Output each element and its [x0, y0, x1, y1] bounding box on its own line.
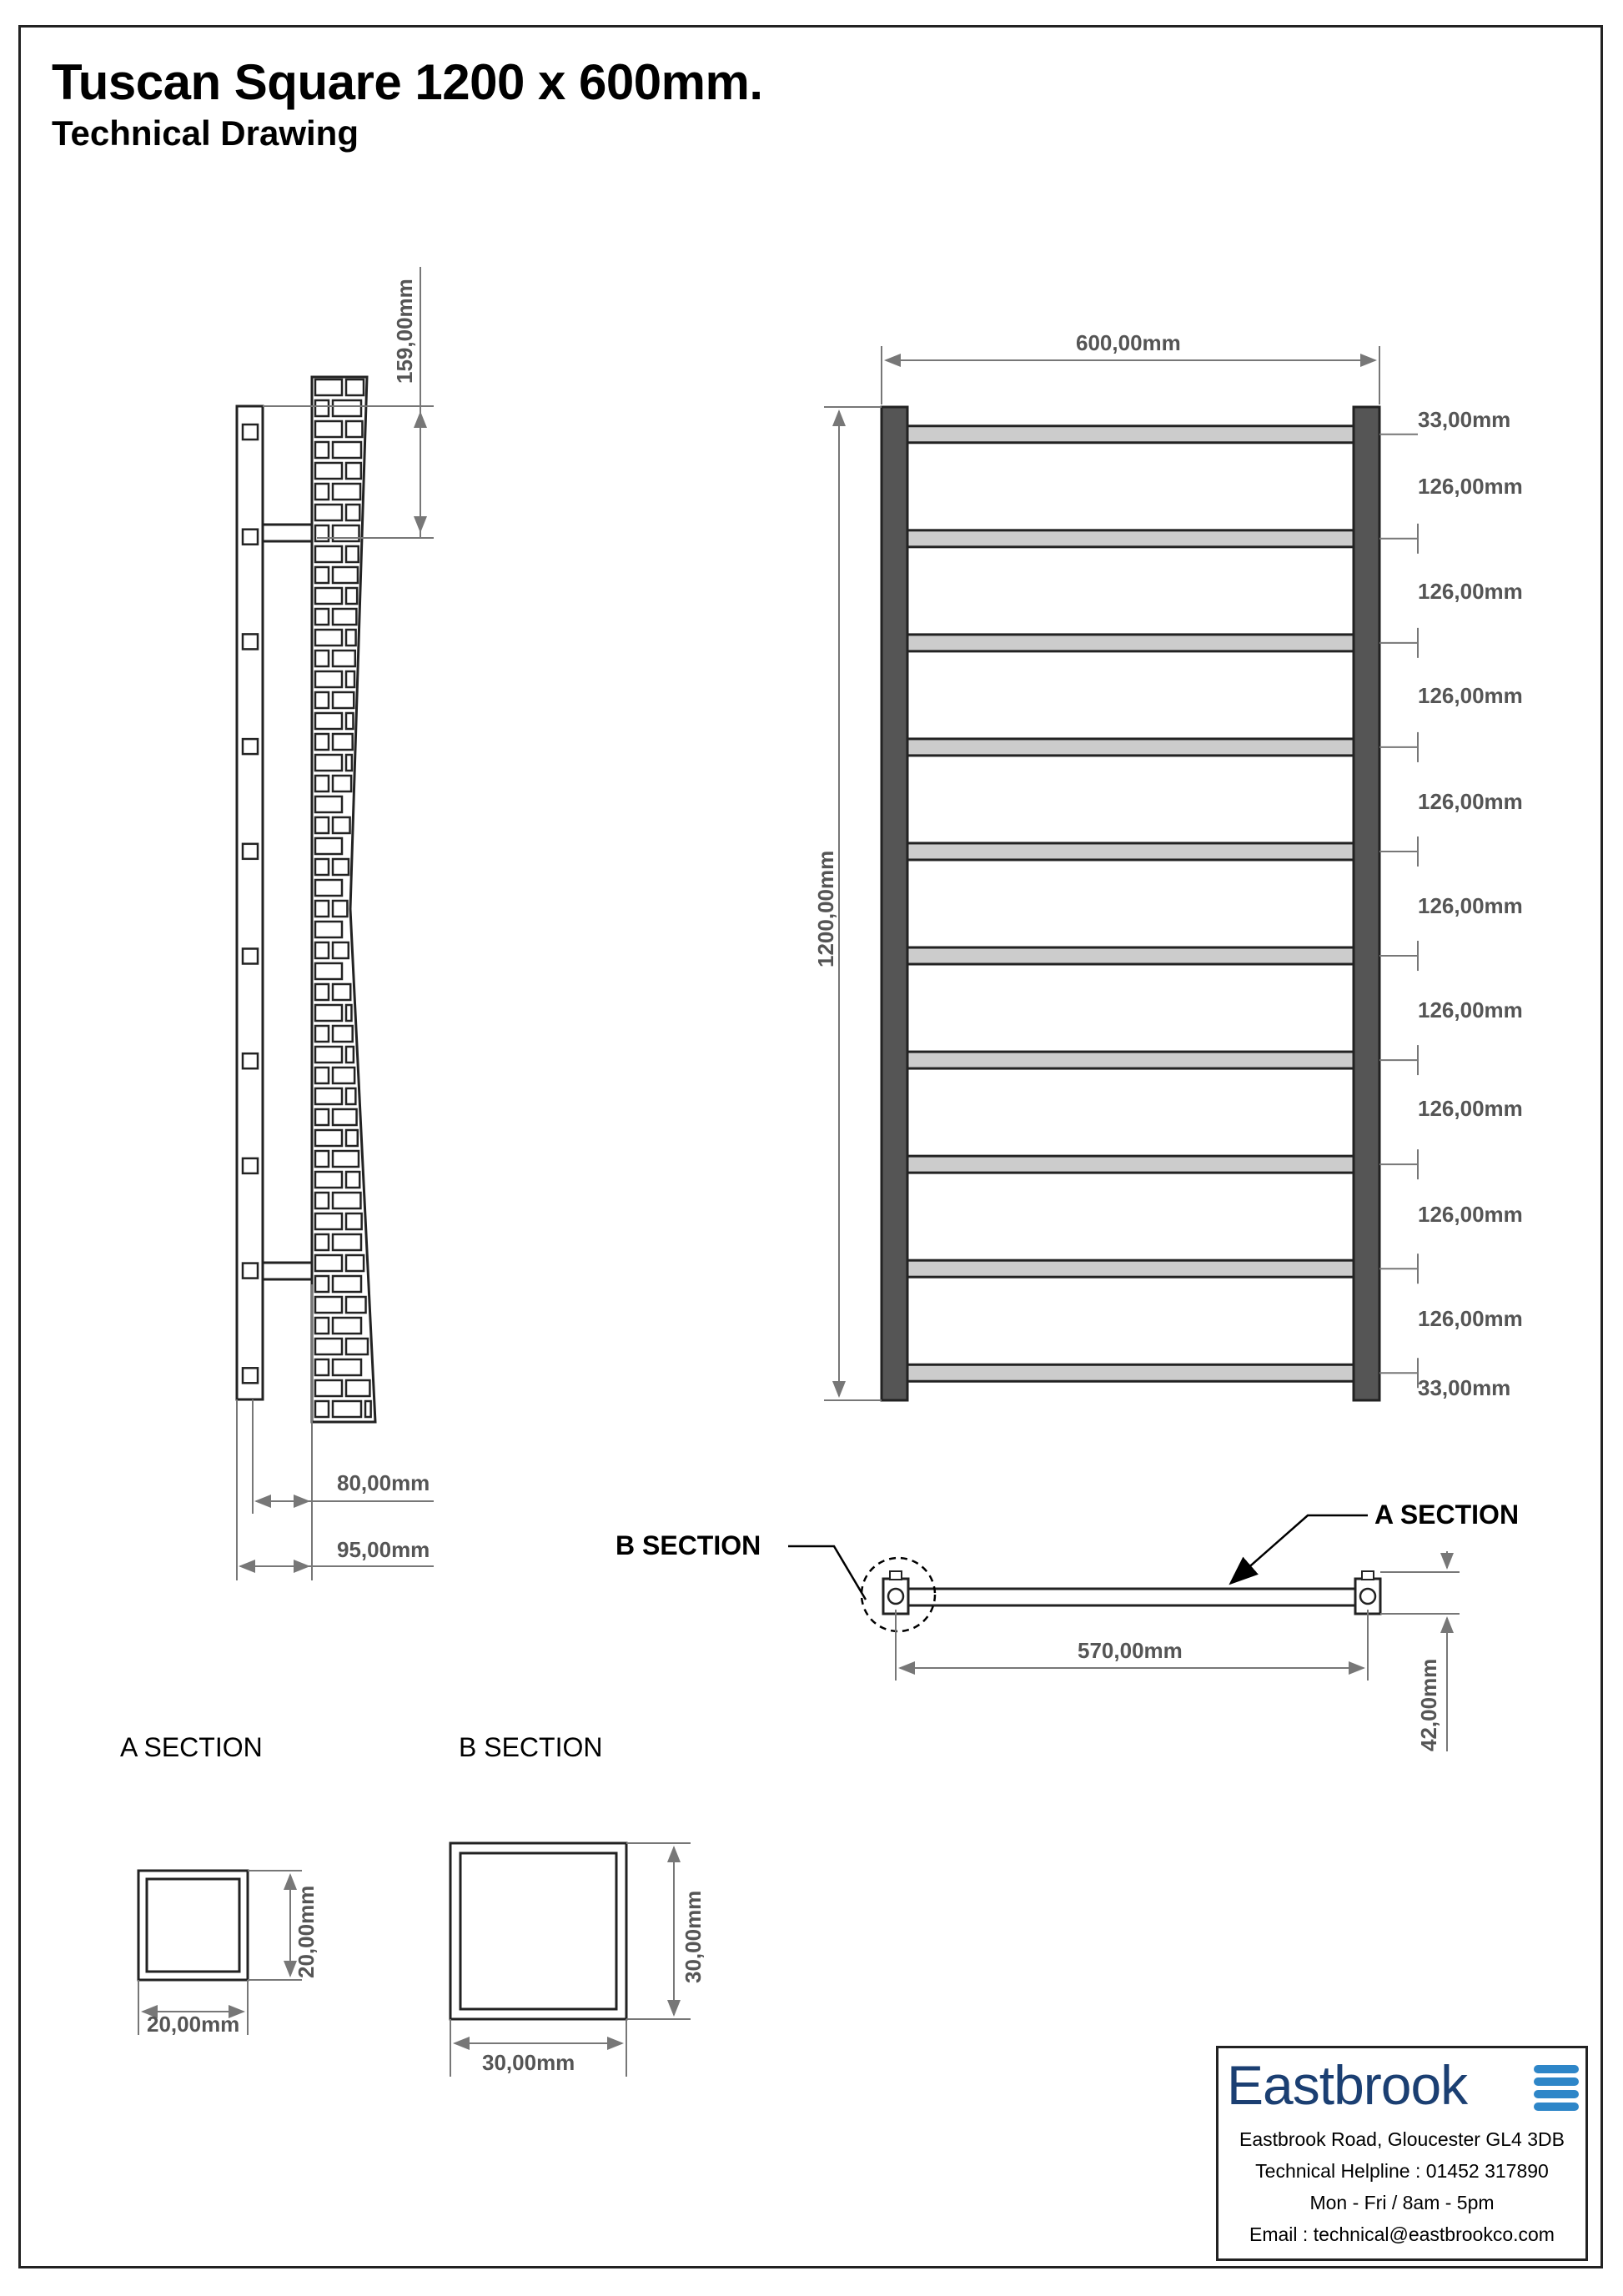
wall-brick	[333, 1276, 361, 1292]
wall-brick	[333, 776, 351, 791]
company-hours: Mon - Fri / 8am - 5pm	[1309, 2192, 1495, 2213]
side-ladder-upright	[237, 406, 263, 1399]
dim-front-width: 600,00mm	[1076, 330, 1181, 355]
wall-brick	[333, 567, 358, 583]
wall-brick	[315, 442, 329, 458]
company-address: Eastbrook Road, Gloucester GL4 3DB	[1239, 2128, 1565, 2150]
front-rail	[907, 1260, 1354, 1277]
wall-brick	[346, 505, 359, 520]
wall-brick	[346, 1130, 358, 1146]
water-waves-icon	[1534, 2065, 1579, 2112]
dim-a-height: 20,00mm	[294, 1885, 319, 1978]
wall-brick	[346, 379, 364, 395]
wall-brick	[315, 901, 329, 917]
front-rail	[907, 1052, 1354, 1068]
dim-depth-outer: 95,00mm	[337, 1537, 430, 1562]
dim-rail-spacing-9: 126,00mm	[1418, 1306, 1523, 1331]
side-rail-end	[243, 1158, 258, 1173]
wall-brick	[315, 505, 342, 520]
wall-brick	[315, 588, 342, 604]
rail-spacing-ticks	[1379, 435, 1418, 1388]
wall-brick	[315, 463, 342, 479]
wall-brick	[333, 817, 350, 833]
wall-brick	[315, 796, 342, 812]
wall-brick	[333, 484, 360, 500]
dim-b-height: 30,00mm	[681, 1890, 706, 1983]
wall-brick	[346, 630, 356, 646]
wall-brick	[333, 1318, 361, 1334]
dim-front-height: 1200,00mm	[813, 850, 838, 967]
wall-brick	[333, 400, 361, 416]
company-helpline: Technical Helpline : 01452 317890	[1255, 2160, 1549, 2182]
page-subtitle: Technical Drawing	[52, 113, 359, 153]
front-rails	[907, 426, 1354, 1381]
wall-brick	[333, 1026, 353, 1042]
wall-brick	[333, 859, 349, 875]
front-rail	[907, 947, 1354, 964]
section-b-title: B SECTION	[459, 1732, 603, 1762]
wall-bracket-bottom	[263, 1263, 312, 1279]
wall-brick	[346, 1088, 355, 1104]
side-rail-end	[243, 739, 258, 754]
wall-brick	[315, 484, 329, 500]
b-section-callout: B SECTION	[616, 1530, 761, 1560]
plan-view	[616, 1500, 1519, 1751]
wall-brick	[346, 421, 362, 437]
wall-brick	[346, 588, 357, 604]
dim-bottom-gap: 33,00mm	[1418, 1375, 1511, 1400]
wall-brick	[333, 1234, 361, 1250]
side-rail-end	[243, 949, 258, 964]
dim-a-width: 20,00mm	[147, 2012, 240, 2037]
wall-brick	[315, 692, 329, 708]
wall-brick	[315, 400, 329, 416]
front-rail	[907, 530, 1354, 547]
wall-brick	[315, 713, 342, 729]
dim-rail-spacing-6: 126,00mm	[1418, 997, 1523, 1022]
wall-brick	[315, 651, 329, 666]
section-a-title: A SECTION	[120, 1732, 263, 1762]
company-info-box	[1216, 2046, 1588, 2261]
wall-brick	[315, 1255, 342, 1271]
wall-brick	[346, 1339, 368, 1354]
wall-brick	[346, 1297, 366, 1313]
wall-brick	[315, 755, 342, 771]
wall-brick	[315, 1318, 329, 1334]
wall-brick	[346, 671, 354, 687]
wall-brick	[315, 734, 329, 750]
wall-brick	[333, 692, 354, 708]
dim-rail-spacing-1: 126,00mm	[1418, 474, 1523, 499]
front-view	[813, 330, 1523, 1400]
company-email: Email : technical@eastbrookco.com	[1249, 2223, 1555, 2245]
wall-brick	[315, 963, 342, 979]
wall-brick	[346, 1213, 362, 1229]
wall-brick	[315, 1297, 342, 1313]
wall-brick	[346, 1380, 369, 1396]
side-rail-end	[243, 1368, 258, 1383]
wall-brick	[346, 1047, 354, 1063]
side-rail-end	[243, 1053, 258, 1068]
wall-brick	[333, 609, 356, 625]
dim-top-gap: 33,00mm	[1418, 407, 1511, 432]
wall-brick	[315, 859, 329, 875]
dim-rail-spacing-8: 126,00mm	[1418, 1202, 1523, 1227]
wall-brick	[365, 1401, 371, 1417]
dim-rail-centres: 570,00mm	[1078, 1638, 1183, 1663]
wall-brick	[315, 1088, 342, 1104]
wall-brick	[315, 984, 329, 1000]
wall-brick	[346, 463, 361, 479]
wall-brick	[315, 1005, 342, 1021]
side-rail-end	[243, 634, 258, 649]
wall-brick	[315, 1339, 342, 1354]
wall-brick	[315, 1276, 329, 1292]
wall-brick	[333, 1109, 357, 1125]
front-rail	[907, 1364, 1354, 1381]
side-view	[237, 267, 434, 1580]
front-rail	[907, 739, 1354, 756]
wall-brick	[346, 1255, 364, 1271]
wall-brick	[315, 546, 342, 562]
wall-brick	[346, 1172, 359, 1188]
wall-brick	[333, 942, 349, 958]
wall-brick	[315, 1193, 329, 1208]
wall-brick	[315, 1172, 342, 1188]
wall-brick	[315, 567, 329, 583]
wall-brick	[315, 421, 342, 437]
wall-brick	[315, 838, 342, 854]
wall-brick	[333, 442, 361, 458]
wall-brick	[315, 942, 329, 958]
side-rail-end	[243, 425, 258, 440]
wall-brick	[315, 1401, 329, 1417]
wall-brick	[315, 1047, 342, 1063]
wall-brick	[315, 880, 342, 896]
wall-brick	[333, 734, 353, 750]
front-rail	[907, 1156, 1354, 1173]
wall-brick	[333, 1193, 360, 1208]
dim-rail-spacing-2: 126,00mm	[1418, 579, 1523, 604]
wall-brick	[315, 609, 329, 625]
wall-brick	[346, 546, 359, 562]
wall-brick	[333, 525, 359, 541]
wall-brick	[333, 901, 347, 917]
wall-brick	[315, 525, 329, 541]
ladder-left-upright	[882, 407, 907, 1400]
dim-plan-depth: 42,00mm	[1416, 1658, 1441, 1751]
wall-brick	[346, 755, 352, 771]
side-rail-end	[243, 1264, 258, 1279]
wall-brick	[315, 1380, 342, 1396]
side-rail-end	[243, 530, 258, 545]
dim-rail-spacing-4: 126,00mm	[1418, 789, 1523, 814]
wall-brick	[315, 1151, 329, 1167]
a-section-callout: A SECTION	[1374, 1500, 1520, 1530]
front-rail	[907, 843, 1354, 860]
wall-brick	[315, 1130, 342, 1146]
wall-brick	[333, 1359, 361, 1375]
page-title: Tuscan Square 1200 x 600mm.	[52, 54, 763, 110]
dim-rail-spacing-5: 126,00mm	[1418, 893, 1523, 918]
dim-b-width: 30,00mm	[482, 2050, 575, 2075]
section-a	[120, 1732, 319, 2037]
wall-brick	[315, 1026, 329, 1042]
wall-brick	[315, 1109, 329, 1125]
wall-brick	[315, 630, 342, 646]
wall-bracket-top	[263, 525, 312, 541]
wall-brick	[346, 1005, 351, 1021]
wall-brick	[315, 776, 329, 791]
wall-brick	[315, 817, 329, 833]
wall-brick	[315, 1068, 329, 1083]
wall-brick	[315, 1234, 329, 1250]
front-rail	[907, 635, 1354, 651]
side-wall	[312, 377, 375, 1422]
ladder-right-upright	[1354, 407, 1379, 1400]
dim-rail-spacing-3: 126,00mm	[1418, 683, 1523, 708]
dim-depth-inner: 80,00mm	[337, 1470, 430, 1495]
wall-brick	[333, 984, 350, 1000]
dim-top-offset: 159,00mm	[392, 279, 417, 384]
plan-rail	[907, 1589, 1355, 1605]
company-logo-text: Eastbrook	[1227, 2054, 1468, 2116]
section-b	[450, 1732, 706, 2077]
wall-brick	[315, 922, 342, 937]
wall-brick	[315, 379, 342, 395]
side-rail-end	[243, 844, 258, 859]
dim-rail-spacing-7: 126,00mm	[1418, 1096, 1523, 1121]
wall-brick	[333, 1151, 359, 1167]
front-rail	[907, 426, 1354, 443]
wall-brick	[346, 713, 353, 729]
wall-brick	[333, 1068, 354, 1083]
wall-brick	[315, 671, 342, 687]
wall-brick	[333, 651, 355, 666]
wall-brick	[333, 1401, 361, 1417]
wall-brick	[315, 1359, 329, 1375]
wall-brick	[315, 1213, 342, 1229]
